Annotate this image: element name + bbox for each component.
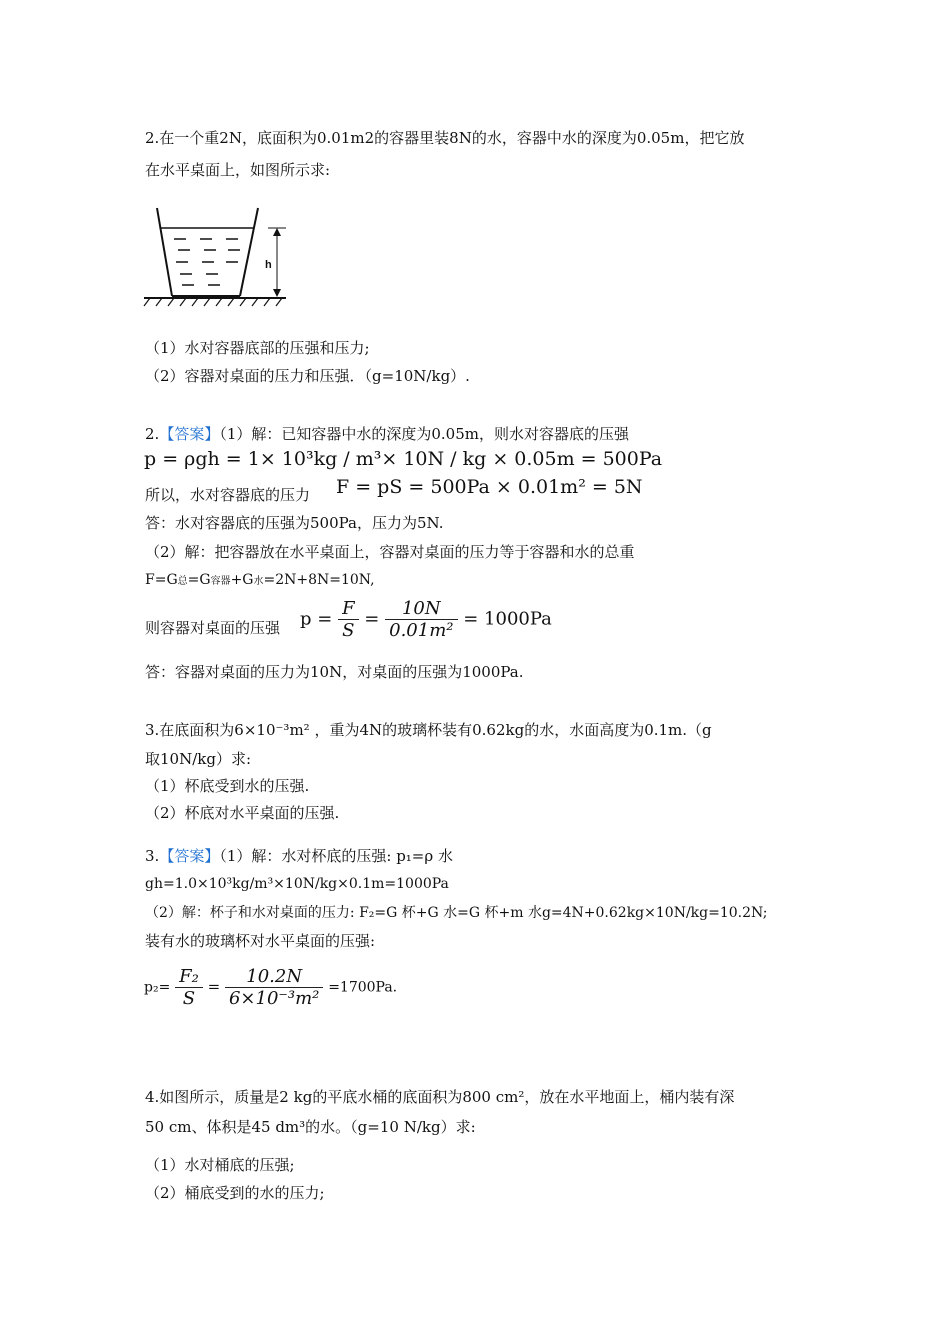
container-figure	[140, 202, 290, 308]
a2-eq3-num2: 10N	[385, 598, 457, 620]
a2-sub-container: 容器	[210, 576, 231, 587]
a2-equation-1: p = ρgh = 1× 10³kg / m³× 10N / kg × 0.05m = 500Pa	[144, 448, 663, 470]
q3-sub1: （1）杯底受到水的压强.	[145, 777, 310, 795]
a2-line3: 答：水对容器底的压强为500Pa，压力为5N.	[145, 514, 444, 532]
q4-line1: 4.如图所示，质量是2 kg的平底水桶的底面积为800 cm²，放在水平地面上，桶内装有深	[145, 1088, 735, 1106]
a2-g-plus: +G	[230, 572, 254, 588]
a2-eq3-den2: 0.01m²	[389, 620, 454, 641]
q4-sub1: （1）水对桶底的压强;	[145, 1156, 295, 1174]
q4-line2: 50 cm、体积是45 dm³的水。（g=10 N/kg）求:	[145, 1118, 476, 1136]
a3-eq-den2: 6×10⁻³m²	[228, 988, 320, 1009]
a3-num: 3.	[145, 847, 160, 865]
a2-equation-2: F = pS = 500Pa × 0.01m² = 5N	[336, 476, 643, 498]
a2-g-label: =G	[187, 572, 211, 588]
q2-sub2: （2）容器对桌面的压力和压强．（g=10N/kg）.	[145, 367, 470, 385]
a2-equation-3	[300, 598, 552, 641]
a3-eq-lhs: p₂=	[144, 979, 171, 996]
q4-sub2: （2）桶底受到的水的压力;	[145, 1184, 325, 1202]
a3-answer-tag: 【答案】	[159, 847, 220, 865]
a2-text: （1）解：已知容器中水的深度为0.05m，则水对容器底的压强	[219, 425, 629, 443]
a2-answer-tag: 【答案】	[159, 425, 220, 443]
a3-line1	[145, 846, 453, 866]
a2-eq3-lhs: p =	[300, 608, 333, 630]
q2-line2: 在水平桌面上，如图所示求:	[145, 161, 331, 179]
a2-f-label: F=G	[145, 572, 178, 588]
a3-line4: 装有水的玻璃杯对水平桌面的压强:	[145, 932, 376, 950]
a3-eq-num1: F₂	[175, 966, 203, 988]
a3-equation	[144, 966, 397, 1009]
a3-eq-eq: =	[207, 977, 221, 996]
a3-line2: gh=1.0×10³kg/m³×10N/kg×0.1m=1000Pa	[145, 876, 449, 892]
a3-line3: （2）解：杯子和水对桌面的压力: F₂=G 杯+G 水=G 杯+m 水g=4N+0.62kg×10N/kg=10.2N;	[145, 905, 768, 921]
a3-eq-num2: 10.2N	[225, 966, 323, 988]
a2-eq3-num1: F	[338, 598, 359, 620]
q3-line2: 取10N/kg）求:	[145, 750, 252, 768]
figure-label-h: h	[265, 259, 272, 271]
a2-sub-water: 水	[253, 576, 264, 587]
a2-line1	[145, 424, 629, 444]
a2-line2: 所以，水对容器底的压力	[145, 486, 311, 504]
a2-line6: 则容器对桌面的压强	[145, 619, 281, 637]
q3-line1: 3.在底面积为6×10⁻³m² ，重为4N的玻璃杯装有0.62kg的水，水面高度为0.1m.（g	[145, 721, 712, 739]
a2-eq3-den1: S	[342, 620, 355, 641]
a2-sum: =2N+8N=10N,	[263, 572, 375, 588]
a3-text: （1）解：水对杯底的压强: p₁=ρ 水	[219, 847, 453, 865]
a2-line4: （2）解：把容器放在水平桌面上，容器对桌面的压力等于容器和水的总重	[145, 543, 635, 561]
a2-num: 2.	[145, 425, 160, 443]
q2-sub1: （1）水对容器底部的压强和压力;	[145, 339, 370, 357]
a2-eq3-eq: =	[364, 608, 380, 630]
a3-eq-den1: S	[182, 988, 196, 1009]
q2-line1: 2.在一个重2N，底面积为0.01m2的容器里装8N的水，容器中水的深度为0.05m，把它放	[145, 129, 745, 147]
a2-eq3-rhs: = 1000Pa	[463, 608, 552, 630]
a2-sub-total: 总	[177, 576, 188, 587]
q3-sub2: （2）杯底对水平桌面的压强.	[145, 804, 340, 822]
a2-line5	[145, 570, 375, 592]
a2-line7: 答：容器对桌面的压力为10N，对桌面的压强为1000Pa.	[145, 663, 524, 681]
a3-eq-rhs: =1700Pa.	[328, 979, 398, 996]
